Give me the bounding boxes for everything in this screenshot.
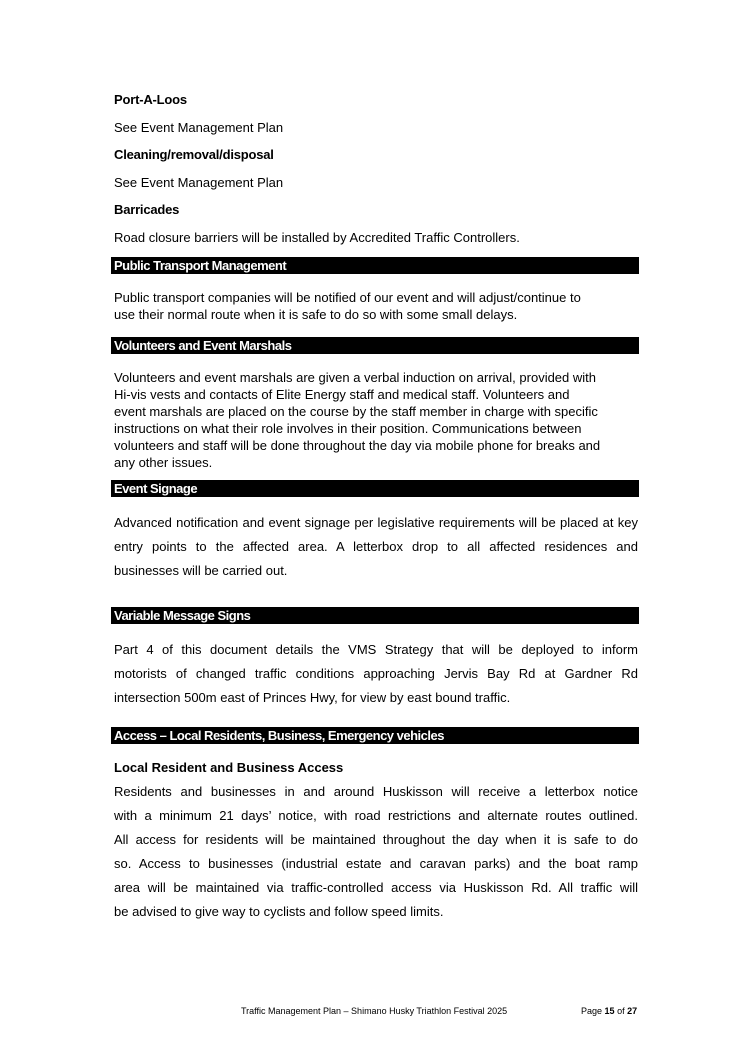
- section-bar-volunteers: [111, 337, 639, 354]
- paragraph-line: Advanced notification and event signage per legislative requirements will be placed at key: [114, 515, 638, 530]
- section-bar-access: [111, 727, 639, 744]
- signage-paragraph: [114, 511, 638, 583]
- section-heading-vms: Variable Message Signs: [114, 608, 251, 623]
- portaloos-text: See Event Management Plan: [114, 120, 284, 135]
- cleaning-heading: Cleaning/removal/disposal: [114, 147, 274, 162]
- access-paragraph: [114, 780, 638, 924]
- section-heading-public-transport: Public Transport Management: [114, 258, 287, 273]
- footer-page-label: Page: [581, 1006, 603, 1016]
- paragraph-line: so. Access to businesses (industrial estate and caravan parks) and the boat ramp: [114, 856, 638, 871]
- paragraph-line: All access for residents will be maintained throughout the day when it is safe to do: [114, 832, 638, 847]
- paragraph-line: Public transport companies will be notified of our event and will adjust/continue to: [114, 290, 581, 305]
- portaloos-heading: Port-A-Loos: [114, 92, 187, 107]
- paragraph-line: use their normal route when it is safe to do so with some small delays.: [114, 307, 518, 322]
- paragraph-line: area will be maintained via traffic-controlled access via Huskisson Rd. All traffic will: [114, 880, 638, 895]
- footer-page-total: 27: [627, 1006, 638, 1016]
- section-bar-signage: [111, 480, 639, 497]
- paragraph-line: instructions on what their role involves in their position. Communications between: [114, 421, 582, 436]
- barricades-heading: Barricades: [114, 202, 180, 217]
- paragraph-line: entry points to the affected area. A letterbox drop to all affected residences and: [114, 539, 638, 554]
- section-heading-signage: Event Signage: [114, 481, 198, 496]
- paragraph-line: Residents and businesses in and around Huskisson will receive a letterbox notice: [114, 784, 638, 799]
- paragraph-line: Hi-vis vests and contacts of Elite Energy staff and medical staff. Volunteers and: [114, 387, 570, 402]
- section-bar-vms: [111, 607, 639, 624]
- footer-title: Traffic Management Plan – Shimano Husky Triathlon Festival 2025: [241, 1006, 508, 1016]
- paragraph-line: volunteers and staff will be done throughout the day via mobile phone for breaks and: [114, 438, 601, 453]
- vms-paragraph: [114, 638, 638, 710]
- barricades-text: Road closure barriers will be installed by Accredited Traffic Controllers.: [114, 230, 520, 245]
- paragraph-line: be advised to give way to cyclists and follow speed limits.: [114, 904, 444, 919]
- paragraph-line: any other issues.: [114, 455, 213, 470]
- access-subheading: Local Resident and Business Access: [114, 760, 344, 775]
- paragraph-line: with a minimum 21 days’ notice, with road restrictions and alternate routes outlined.: [114, 808, 638, 823]
- paragraph-line: event marshals are placed on the course by the staff member in charge with specific: [114, 404, 598, 419]
- paragraph-line: motorists of changed traffic conditions approaching Jervis Bay Rd at Gardner Rd: [114, 666, 638, 681]
- cleaning-text: See Event Management Plan: [114, 175, 284, 190]
- section-bar-public-transport: [111, 257, 639, 274]
- footer-page-current: 15: [604, 1006, 615, 1016]
- paragraph-line: Volunteers and event marshals are given a verbal induction on arrival, provided with: [114, 370, 596, 385]
- volunteers-paragraph: [114, 369, 634, 471]
- paragraph-line: Part 4 of this document details the VMS Strategy that will be deployed to inform: [114, 642, 638, 657]
- section-heading-volunteers: Volunteers and Event Marshals: [114, 338, 292, 353]
- paragraph-line: intersection 500m east of Princes Hwy, for view by east bound traffic.: [114, 690, 511, 705]
- section-heading-access: Access – Local Residents, Business, Emergency vehicles: [114, 728, 444, 743]
- footer-page-of: of: [617, 1006, 625, 1016]
- paragraph-line: businesses will be carried out.: [114, 563, 288, 578]
- public-transport-paragraph: [114, 289, 634, 323]
- footer-page-number: [581, 1006, 637, 1016]
